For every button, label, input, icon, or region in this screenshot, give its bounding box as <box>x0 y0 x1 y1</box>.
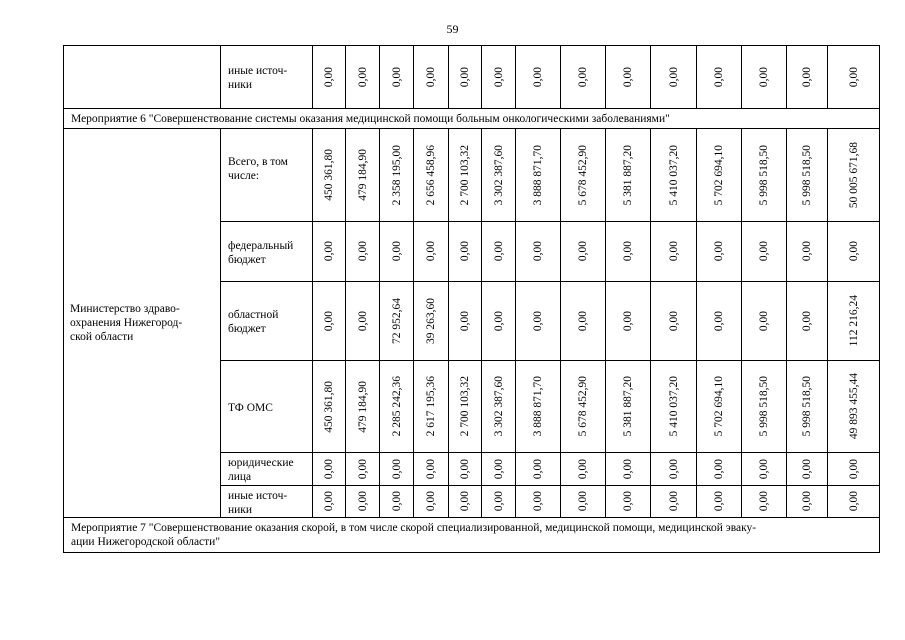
value-text: 479 184,90 <box>356 380 369 433</box>
value-cell <box>313 129 346 222</box>
value-cell <box>516 222 561 282</box>
value-text: 2 285 242,36 <box>390 376 403 437</box>
value-text: 0,00 <box>390 66 403 88</box>
value-cell <box>697 222 742 282</box>
value-cell <box>380 282 414 361</box>
table-row <box>64 46 880 109</box>
value-cell <box>651 129 697 222</box>
value-cell <box>482 486 516 518</box>
value-text: 0,00 <box>356 458 369 480</box>
value-cell <box>482 129 516 222</box>
value-text: 0,00 <box>492 458 505 480</box>
value-text: 2 358 195,00 <box>390 144 403 206</box>
value-cell <box>697 453 742 486</box>
value-cell <box>742 282 787 361</box>
value-text: 5 381 887,20 <box>622 376 634 437</box>
value-cell <box>346 129 380 222</box>
value-text: 0,00 <box>801 458 813 480</box>
value-text: 0,00 <box>622 310 634 332</box>
value-text: 0,00 <box>356 491 369 512</box>
value-cell <box>828 486 880 518</box>
measure-6-title: Мероприятие 6 "Совершенствование системы оказания медицинской помощи больным онкологическими заболеваниями" <box>64 109 880 129</box>
value-cell <box>787 46 828 109</box>
value-cell <box>651 222 697 282</box>
value-text: 0,00 <box>577 241 589 262</box>
value-cell <box>482 282 516 361</box>
value-text: 450 361,80 <box>323 380 335 433</box>
value-cell <box>346 222 380 282</box>
value-cell <box>651 282 697 361</box>
value-cell <box>787 282 828 361</box>
value-text: 0,00 <box>758 458 770 480</box>
value-text: 3 888 871,70 <box>532 144 544 206</box>
value-text: 0,00 <box>801 241 813 262</box>
source-label: юридические лица <box>221 453 313 486</box>
value-cell <box>346 361 380 453</box>
value-cell <box>697 46 742 109</box>
value-text: 0,00 <box>323 458 335 480</box>
value-text: 0,00 <box>356 66 369 88</box>
value-text: 0,00 <box>356 310 369 332</box>
value-cell <box>651 361 697 453</box>
value-text: 0,00 <box>323 491 335 512</box>
value-cell <box>313 453 346 486</box>
value-cell <box>380 129 414 222</box>
value-cell <box>787 129 828 222</box>
value-text: 0,00 <box>758 241 770 262</box>
value-cell <box>516 129 561 222</box>
value-text: 0,00 <box>622 458 634 480</box>
value-cell <box>516 282 561 361</box>
value-text: 0,00 <box>425 458 437 480</box>
value-cell <box>380 453 414 486</box>
value-cell <box>516 361 561 453</box>
value-cell <box>606 222 651 282</box>
value-text: 112 216,24 <box>847 295 860 347</box>
value-text: 0,00 <box>459 491 471 512</box>
value-cell <box>787 222 828 282</box>
value-cell <box>651 46 697 109</box>
value-cell <box>828 453 880 486</box>
value-text: 3 302 387,60 <box>492 376 505 437</box>
value-cell <box>828 222 880 282</box>
value-text: 0,00 <box>713 66 725 88</box>
value-cell <box>414 486 449 518</box>
value-text: 0,00 <box>323 66 335 88</box>
value-text: 0,00 <box>713 241 725 262</box>
value-text: 0,00 <box>390 491 403 512</box>
responsible-organization: Министерство здраво- охранения Нижегород- ской области <box>64 129 221 518</box>
value-cell <box>449 46 482 109</box>
value-text: 0,00 <box>390 458 403 480</box>
value-cell <box>414 453 449 486</box>
value-text: 3 888 871,70 <box>532 376 544 437</box>
value-cell <box>346 46 380 109</box>
value-cell <box>482 46 516 109</box>
value-cell <box>828 129 880 222</box>
value-text: 0,00 <box>459 66 471 88</box>
value-text: 0,00 <box>492 491 505 512</box>
value-cell <box>787 361 828 453</box>
value-text: 0,00 <box>622 66 634 88</box>
value-cell <box>380 46 414 109</box>
value-cell <box>380 361 414 453</box>
value-text: 0,00 <box>622 241 634 262</box>
source-label: федеральный бюджет <box>221 222 313 282</box>
value-text: 0,00 <box>577 458 589 480</box>
value-cell <box>346 453 380 486</box>
value-text: 72 952,64 <box>390 298 403 344</box>
value-text: 5 998 518,50 <box>758 144 770 206</box>
value-text: 5 998 518,50 <box>801 376 813 437</box>
value-text: 0,00 <box>801 310 813 332</box>
value-cell <box>828 282 880 361</box>
value-text: 0,00 <box>459 458 471 480</box>
value-cell <box>606 129 651 222</box>
value-text: 2 656 458,96 <box>425 144 437 206</box>
value-cell <box>742 222 787 282</box>
value-text: 5 410 037,20 <box>667 144 680 206</box>
value-text: 0,00 <box>577 310 589 332</box>
value-cell <box>313 46 346 109</box>
value-cell <box>449 282 482 361</box>
value-text: 2 700 103,32 <box>459 144 471 206</box>
value-cell <box>828 46 880 109</box>
value-text: 0,00 <box>425 241 437 262</box>
measure-title-row <box>64 109 880 129</box>
value-cell <box>380 486 414 518</box>
value-cell <box>697 282 742 361</box>
value-text: 0,00 <box>532 241 544 262</box>
value-cell <box>449 361 482 453</box>
value-text: 0,00 <box>323 241 335 262</box>
measure-7-title: Мероприятие 7 "Совершенствование оказания скорой, в том числе скорой специализированной, медицинской помощи, медицинской эваку- ации Нижегородской области" <box>64 518 880 553</box>
value-text: 479 184,90 <box>356 149 369 201</box>
value-cell <box>697 361 742 453</box>
value-text: 0,00 <box>801 66 813 88</box>
value-text: 0,00 <box>459 310 471 332</box>
value-text: 0,00 <box>492 241 505 262</box>
responsible-cell-empty <box>64 46 221 109</box>
value-cell <box>449 486 482 518</box>
value-text: 0,00 <box>667 310 680 332</box>
value-cell <box>482 222 516 282</box>
value-text: 0,00 <box>667 458 680 480</box>
value-text: 0,00 <box>425 66 437 88</box>
value-cell <box>697 129 742 222</box>
value-cell <box>380 222 414 282</box>
value-text: 2 700 103,32 <box>459 376 471 437</box>
value-cell <box>787 453 828 486</box>
value-cell <box>651 486 697 518</box>
budget-table <box>63 45 880 553</box>
value-cell <box>561 282 606 361</box>
source-label: иные источ- ники <box>221 46 313 109</box>
value-cell <box>606 46 651 109</box>
value-cell <box>313 282 346 361</box>
value-cell <box>606 486 651 518</box>
value-cell <box>313 361 346 453</box>
value-text: 0,00 <box>801 491 813 512</box>
value-text: 0,00 <box>492 66 505 88</box>
value-text: 0,00 <box>577 66 589 88</box>
value-text: 5 678 452,90 <box>577 376 589 437</box>
value-cell <box>449 129 482 222</box>
value-cell <box>742 129 787 222</box>
value-cell <box>561 453 606 486</box>
value-cell <box>742 453 787 486</box>
value-cell <box>414 129 449 222</box>
value-text: 3 302 387,60 <box>492 144 505 206</box>
value-text: 0,00 <box>713 310 725 332</box>
value-cell <box>606 361 651 453</box>
value-cell <box>606 453 651 486</box>
value-text: 0,00 <box>532 310 544 332</box>
value-cell <box>482 453 516 486</box>
value-text: 5 998 518,50 <box>801 144 813 206</box>
value-text: 0,00 <box>758 66 770 88</box>
value-text: 0,00 <box>577 491 589 512</box>
value-text: 0,00 <box>667 491 680 512</box>
value-text: 0,00 <box>758 491 770 512</box>
value-cell <box>516 453 561 486</box>
value-cell <box>561 129 606 222</box>
value-text: 0,00 <box>667 241 680 262</box>
value-text: 0,00 <box>622 491 634 512</box>
value-text: 0,00 <box>713 458 725 480</box>
value-cell <box>346 486 380 518</box>
value-text: 0,00 <box>323 310 335 332</box>
value-text: 5 381 887,20 <box>622 144 634 206</box>
value-text: 0,00 <box>713 491 725 512</box>
value-cell <box>516 46 561 109</box>
value-cell <box>828 361 880 453</box>
value-text: 49 893 455,44 <box>847 373 860 440</box>
value-cell <box>313 486 346 518</box>
source-label: ТФ ОМС <box>221 361 313 453</box>
value-text: 0,00 <box>758 310 770 332</box>
value-cell <box>449 222 482 282</box>
value-text: 0,00 <box>847 66 860 88</box>
value-text: 0,00 <box>847 241 860 262</box>
value-cell <box>516 486 561 518</box>
value-cell <box>346 282 380 361</box>
value-cell <box>482 361 516 453</box>
value-cell <box>561 222 606 282</box>
value-text: 5 410 037,20 <box>667 376 680 437</box>
value-text: 5 678 452,90 <box>577 144 589 206</box>
value-text: 0,00 <box>532 491 544 512</box>
value-cell <box>449 453 482 486</box>
value-text: 450 361,80 <box>323 149 335 201</box>
value-text: 0,00 <box>425 491 437 512</box>
value-text: 0,00 <box>356 241 369 262</box>
value-text: 5 702 694,10 <box>713 144 725 206</box>
value-cell <box>697 486 742 518</box>
value-text: 0,00 <box>390 241 403 262</box>
value-cell <box>561 46 606 109</box>
value-cell <box>742 361 787 453</box>
value-text: 5 998 518,50 <box>758 376 770 437</box>
value-text: 0,00 <box>847 458 860 480</box>
value-text: 0,00 <box>459 241 471 262</box>
value-text: 39 263,60 <box>425 298 437 344</box>
measure-title-row <box>64 518 880 553</box>
value-cell <box>606 282 651 361</box>
value-text: 0,00 <box>532 458 544 480</box>
value-cell <box>651 453 697 486</box>
value-text: 5 702 694,10 <box>713 376 725 437</box>
value-cell <box>313 222 346 282</box>
table-row <box>64 129 880 222</box>
source-label: иные источ- ники <box>221 486 313 518</box>
value-text: 2 617 195,36 <box>425 376 437 437</box>
source-label: областной бюджет <box>221 282 313 361</box>
page-number: 59 <box>446 22 459 36</box>
value-cell <box>414 222 449 282</box>
value-text: 50 005 671,68 <box>847 141 860 209</box>
value-cell <box>561 361 606 453</box>
value-cell <box>742 46 787 109</box>
value-cell <box>742 486 787 518</box>
value-cell <box>787 486 828 518</box>
value-cell <box>414 282 449 361</box>
value-text: 0,00 <box>532 66 544 88</box>
source-label: Всего, в том числе: <box>221 129 313 222</box>
value-cell <box>414 361 449 453</box>
value-cell <box>414 46 449 109</box>
value-cell <box>561 486 606 518</box>
value-text: 0,00 <box>847 491 860 512</box>
value-text: 0,00 <box>667 66 680 88</box>
value-text: 0,00 <box>492 310 505 332</box>
